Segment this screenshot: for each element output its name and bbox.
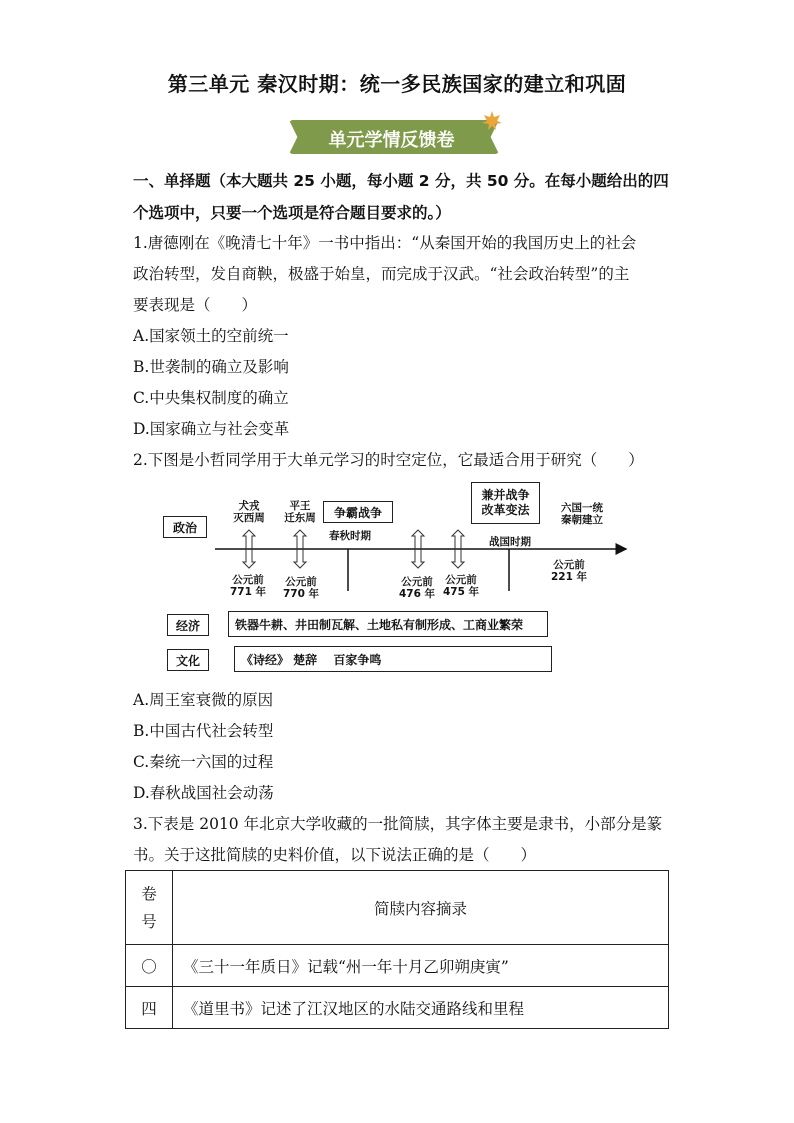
page-title: 第三单元 秦汉时期：统一多民族国家的建立和巩固 [167,72,627,96]
table-row [126,945,669,987]
table-header-row [126,871,669,945]
q2-option-b: B.中国古代社会转型 [133,722,274,740]
event-quanrong: 犬戎 灭西周 [233,500,265,524]
event-hegemony-wars: 争霸战争 [323,501,393,523]
q3-stem-line2: 书。关于这批简牍的史料价值，以下说法正确的是（ ） [133,846,537,864]
q2-option-c: C.秦统一六国的过程 [133,753,274,771]
period-warring-states: 战国时期 [489,536,531,548]
culture-content: 《诗经》 楚辞 百家争鸣 [234,646,552,672]
q1-option-a: A.国家领土的空前统一 [133,327,289,345]
q2-option-d: D.春秋战国社会动荡 [133,784,274,802]
politics-label: 政治 [163,516,207,538]
date-770bc: 公元前 770 年 [282,576,320,600]
table-row [126,987,669,1029]
date-771bc: 公元前 771 年 [229,574,267,598]
bamboo-slips-table [125,870,669,1029]
table-cell-content: 《三十一年质日》记载“州一年十月乙卯朔庚寅” [173,945,669,987]
section1-heading-line1: 一、单择题（本大题共 25 小题，每小题 2 分，共 50 分。在每小题给出的四 [133,172,669,190]
economy-content: 铁器牛耕、井田制瓦解、土地私有制形成、工商业繁荣 [228,611,548,637]
banner-label: 单元学情反馈卷 [328,130,455,151]
q2-option-a: A.周王室衰微的原因 [133,691,274,709]
q1-option-b: B.世袭制的确立及影响 [133,358,289,376]
q2-stem: 2.下图是小哲同学用于大单元学习的时空定位，它最适合用于研究（ ） [133,451,644,469]
date-476bc: 公元前 476 年 [398,576,436,600]
header-volume-number: 卷 号 [126,871,173,945]
event-pingwang: 平王 迁东周 [284,500,316,524]
event-annexation-reform: 兼并战争 改革变法 [471,482,540,524]
q3-stem-line1: 3.下表是 2010 年北京大学收藏的一批简牍，其字体主要是隶书，小部分是篆 [133,815,663,833]
header-content-excerpt: 简牍内容摘录 [173,871,669,945]
q1-stem-line3: 要表现是（ ） [133,296,258,314]
event-qin-unification: 六国一统 秦朝建立 [561,502,603,526]
table-cell-volume: 〇 [126,945,173,987]
q1-stem-line2: 政治转型，发自商鞅，极盛于始皇，而完成于汉武。“社会政治转型”的主 [133,265,630,283]
table-cell-content: 《道里书》记述了江汉地区的水陆交通路线和里程 [173,987,669,1029]
period-spring-autumn: 春秋时期 [329,530,371,542]
economy-label: 经济 [167,614,209,636]
timeline-diagram [160,478,640,678]
date-221bc: 公元前 221 年 [550,559,588,583]
section1-heading-line2: 个选项中，只要一个选项是符合题目要求的。） [133,204,451,222]
q1-option-c: C.中央集权制度的确立 [133,389,289,407]
q1-option-d: D.国家确立与社会变革 [133,420,290,438]
section-banner [289,116,501,156]
q1-stem-line1: 1.唐德刚在《晚清七十年》一书中指出：“从秦国开始的我国历史上的社会 [133,234,637,252]
culture-label: 文化 [167,649,209,671]
date-475bc: 公元前 475 年 [442,574,480,598]
maple-leaf-icon [481,110,503,132]
table-cell-volume: 四 [126,987,173,1029]
